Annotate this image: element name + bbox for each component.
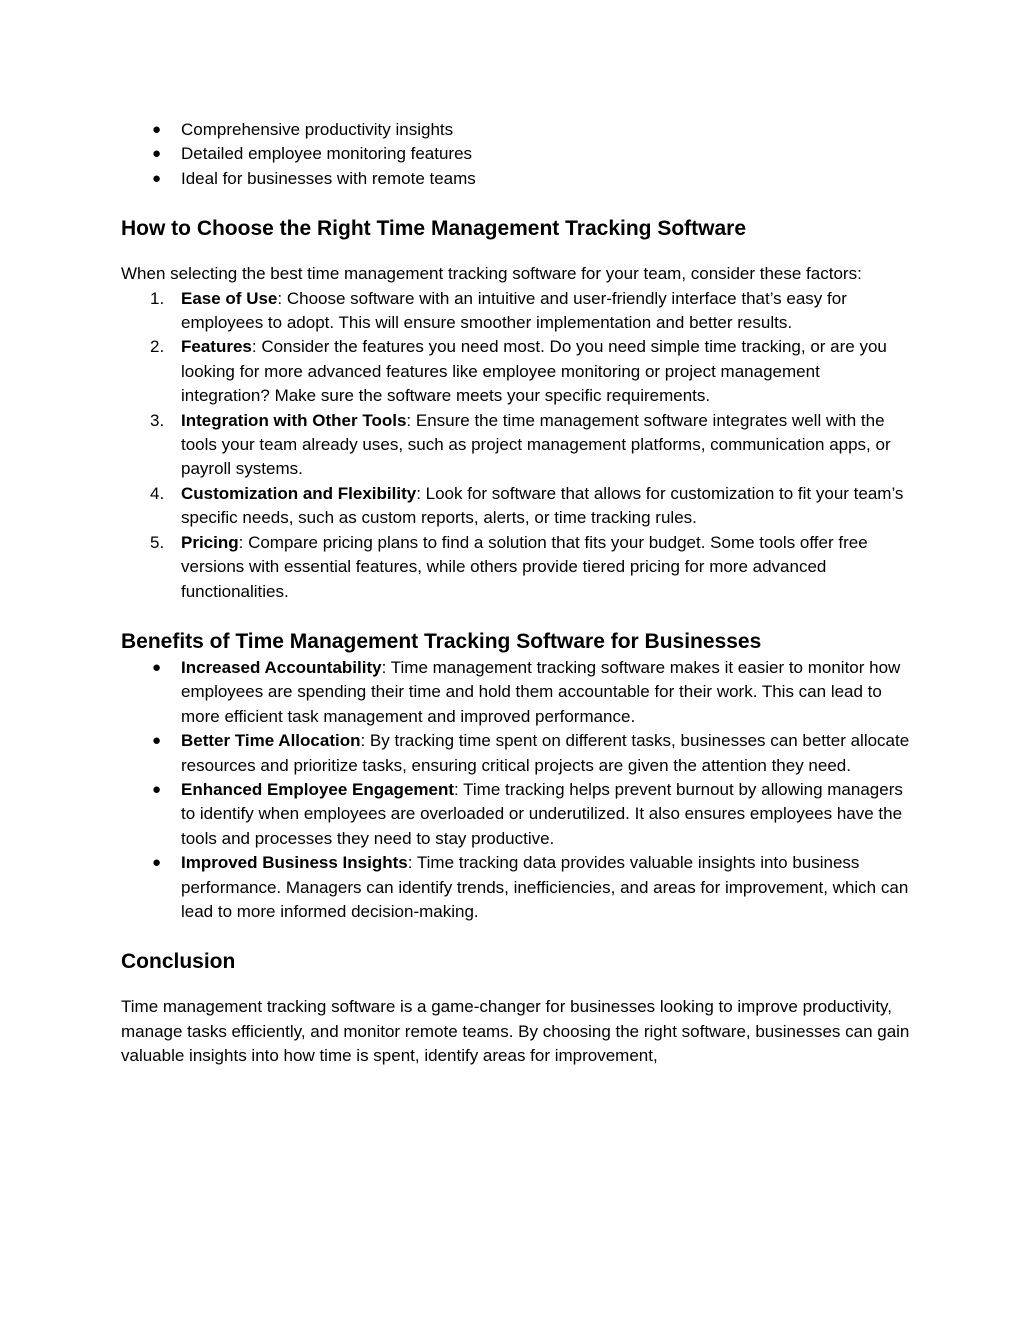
benefits-bullet-list <box>121 656 911 924</box>
list-number: 2. <box>150 337 165 357</box>
list-item-term: Ease of Use <box>181 288 278 308</box>
list-item-text: : Choose software with an intuitive and user-friendly interface that’s easy for employees to adopt. This will ensure smoother implementation and better results. <box>181 288 847 333</box>
list-item <box>121 335 911 408</box>
list-item-text: : By tracking time spent on different tasks, businesses can better allocate resources and prioritize tasks, ensuring critical projects are given the attention they need. <box>181 731 910 775</box>
list-item-term: Pricing <box>181 532 239 552</box>
bullet-icon: ● <box>152 780 162 798</box>
list-number: 3. <box>150 410 165 430</box>
list-item-text: : Consider the features you need most. Do you need simple time tracking, or are you looking for more advanced features like employee monitoring or project management integration? Make sure the software meets your specific requirements. <box>181 337 887 406</box>
conclusion-paragraph: Time management tracking software is a game-changer for businesses looking to improve productivity, manage tasks efficiently, and monitor remote teams. By choosing the right software, businesses can gain valuable insights into how time is spent, identify areas for improvement, <box>121 997 910 1066</box>
list-number: 4. <box>150 483 165 503</box>
list-item-term: Integration with Other Tools <box>181 410 407 430</box>
list-item-term: Increased Accountability <box>181 657 382 677</box>
list-item <box>121 142 911 166</box>
list-item <box>121 118 911 142</box>
list-item-term: Better Time Allocation <box>181 731 361 751</box>
list-item-term: Customization and Flexibility <box>181 483 417 503</box>
list-item-text: : Time management tracking software makes it easier to monitor how employees are spending their time and hold them accountable for their work. This can lead to more efficient task management and improved performance. <box>181 657 901 726</box>
list-item-text: Detailed employee monitoring features <box>181 144 473 164</box>
list-item <box>121 778 911 851</box>
factors-numbered-list <box>121 287 911 604</box>
bullet-icon: ● <box>152 854 162 872</box>
list-number: 1. <box>150 288 165 308</box>
list-item-text: Comprehensive productivity insights <box>181 120 454 139</box>
section-heading-conclusion: Conclusion <box>121 950 236 974</box>
list-item-text: : Time tracking helps prevent burnout by allowing managers to identify when employees are overloaded or underutilized. It also ensures employees have the tools and processes they need to stay productive. <box>181 779 903 848</box>
section-intro-paragraph: When selecting the best time management tracking software for your team, consider these factors: <box>121 264 862 284</box>
list-item <box>121 531 911 604</box>
section-heading-choose: How to Choose the Right Time Management Tracking Software <box>121 217 747 241</box>
list-item-text: : Time tracking data provides valuable insights into business performance. Managers can identify trends, inefficiencies, and areas for improvement, which can lead to more informed decision-making. <box>181 853 909 921</box>
list-item <box>121 167 911 191</box>
list-item-text: Ideal for businesses with remote teams <box>181 168 476 188</box>
list-item-text: : Ensure the time management software integrates well with the tools your team already uses, such as project management platforms, communication apps, or payroll systems. <box>181 410 891 479</box>
document-page <box>121 118 911 1069</box>
list-item-term: Improved Business Insights <box>181 853 408 873</box>
list-item-term: Enhanced Employee Engagement <box>181 779 455 799</box>
list-item <box>121 656 911 729</box>
section-heading-benefits: Benefits of Time Management Tracking Software for Businesses <box>121 629 762 653</box>
intro-bullet-list <box>121 118 911 191</box>
list-item <box>121 729 911 778</box>
bullet-icon: ● <box>152 169 162 187</box>
bullet-icon: ● <box>152 732 162 750</box>
bullet-icon: ● <box>152 121 162 138</box>
list-number: 5. <box>150 532 165 552</box>
list-item <box>121 851 911 924</box>
bullet-icon: ● <box>152 658 162 676</box>
list-item <box>121 482 911 531</box>
list-item-text: : Compare pricing plans to find a solution that fits your budget. Some tools offer free versions with essential features, while others provide tiered pricing for more advanced functionalities. <box>181 532 868 601</box>
list-item <box>121 287 911 336</box>
list-item <box>121 409 911 482</box>
bullet-icon: ● <box>152 145 162 163</box>
list-item-term: Features <box>181 337 252 357</box>
list-item-text: : Look for software that allows for customization to fit your team’s specific needs, such as custom reports, alerts, or time tracking rules. <box>181 483 904 528</box>
